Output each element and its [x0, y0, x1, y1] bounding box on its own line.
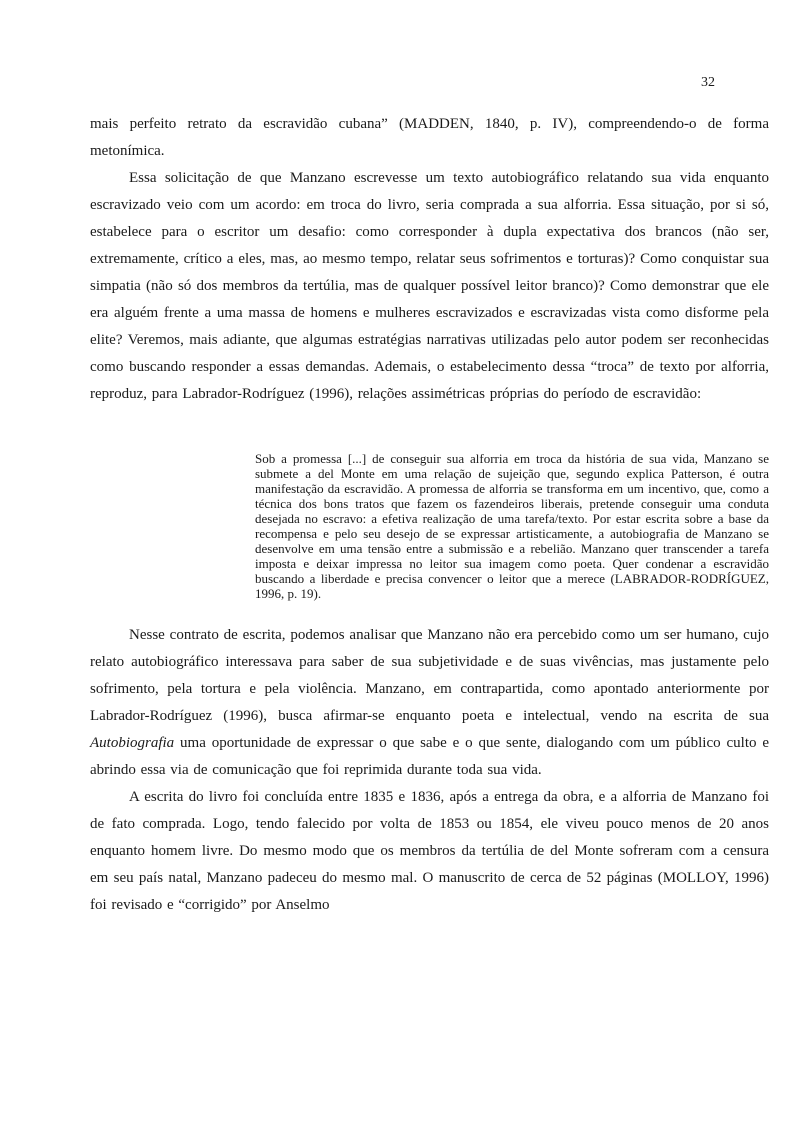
text-segment: Essa solicitação de que Manzano escrevesse um texto autobiográfico relatando sua vida enquanto escravizado veio com um acordo: em troca do livro, seria comprada a sua alforria. Essa situação, por si só, estabelece para o escritor um desafio: como corresponder à dupla expectativa dos brancos (não ser, extremamente, crítico a eles, mas, ao mesmo tempo, relatar seus sofrimentos e torturas)? Como conquistar sua simpatia (não só dos membros da tertúlia, mas de qualquer possível leitor branco)? Como demonstrar que ele era alguém frente a uma massa de homens e mulheres escravizados e escravizadas vista como disforme pela elite? Veremos, mais adiante, que algumas estratégias narrativas utilizadas pelo autor podem ser reconhecidas como buscando responder a essas demandas. Ademais, o estabelecimento dessa “troca” de texto por alforria, reproduz, para Labrador-Rodríguez (1996), relações assimétricas próprias do período de escravidão:: [90, 170, 769, 402]
text-segment: Sob a promessa [...] de conseguir sua alforria em troca da história de sua vida, Manzano se submete a del Monte em uma relação de sujeição que, segundo explica Patterson, é outra manifestação da escravidão. A promessa de alforria se transforma em um incentivo, que, como a técnica dos bons tratos que fazem os fazendeiros liberais, pretende conseguir uma conduta desejada no escravo: a efetiva realização de uma tarefa/texto. Por estar escrita sobre a base da recompensa e pelo seu desejo de se expressar artisticamente, a autobiografia de Manzano se desenvolve em uma tensão entre a submissão e a rebelião. Manzano quer transcender a tarefa imposta e deixar impressa no leitor sua imagem como poeta. Quer condenar a escravidão buscando a liberdade e precisa convencer o leitor que a merece (LABRADOR-RODRÍGUEZ, 1996, p. 19).: [255, 451, 769, 601]
page-number: 32: [701, 75, 715, 90]
paragraph: [90, 165, 769, 408]
text-segment: A escrita do livro foi concluída entre 1835 e 1836, após a entrega da obra, e a alforria de Manzano foi de fato comprada. Logo, tendo falecido por volta de 1853 ou 1854, ele viveu pouco menos de 20 anos enquanto homem livre. Do mesmo modo que os membros da tertúlia de del Monte sofreram com a censura em seu país natal, Manzano padeceu do mesmo mal. O manuscrito de cerca de 52 páginas (MOLLOY, 1996) foi revisado e “corrigido” por Anselmo: [90, 789, 769, 913]
text-segment: mais perfeito retrato da escravidão cubana” (MADDEN, 1840, p. IV), compreendendo-o de forma metonímica.: [90, 116, 769, 159]
page-header: [90, 74, 769, 91]
italic-work-title: Autobiografia: [90, 735, 175, 751]
content-blocks: [90, 111, 769, 919]
text-segment: Nesse contrato de escrita, podemos analisar que Manzano não era percebido como um ser humano, cujo relato autobiográfico interessava para saber de sua subjetividade e de suas vivências, mas justamente pelo sofrimento, pela tortura e pela violência. Manzano, em contrapartida, como apontado anteriormente por Labrador-Rodríguez (1996), busca afirmar-se enquanto poeta e intelectual, vendo na escrita de sua: [90, 627, 769, 724]
paragraph: [90, 111, 769, 165]
text-segment: uma oportunidade de expressar o que sabe e o que sente, dialogando com um público culto e abrindo essa via de comunicação que foi reprimida durante toda sua vida.: [90, 735, 769, 778]
block-quote: [255, 451, 769, 601]
paragraph: [90, 784, 769, 919]
paragraph: [90, 622, 769, 784]
